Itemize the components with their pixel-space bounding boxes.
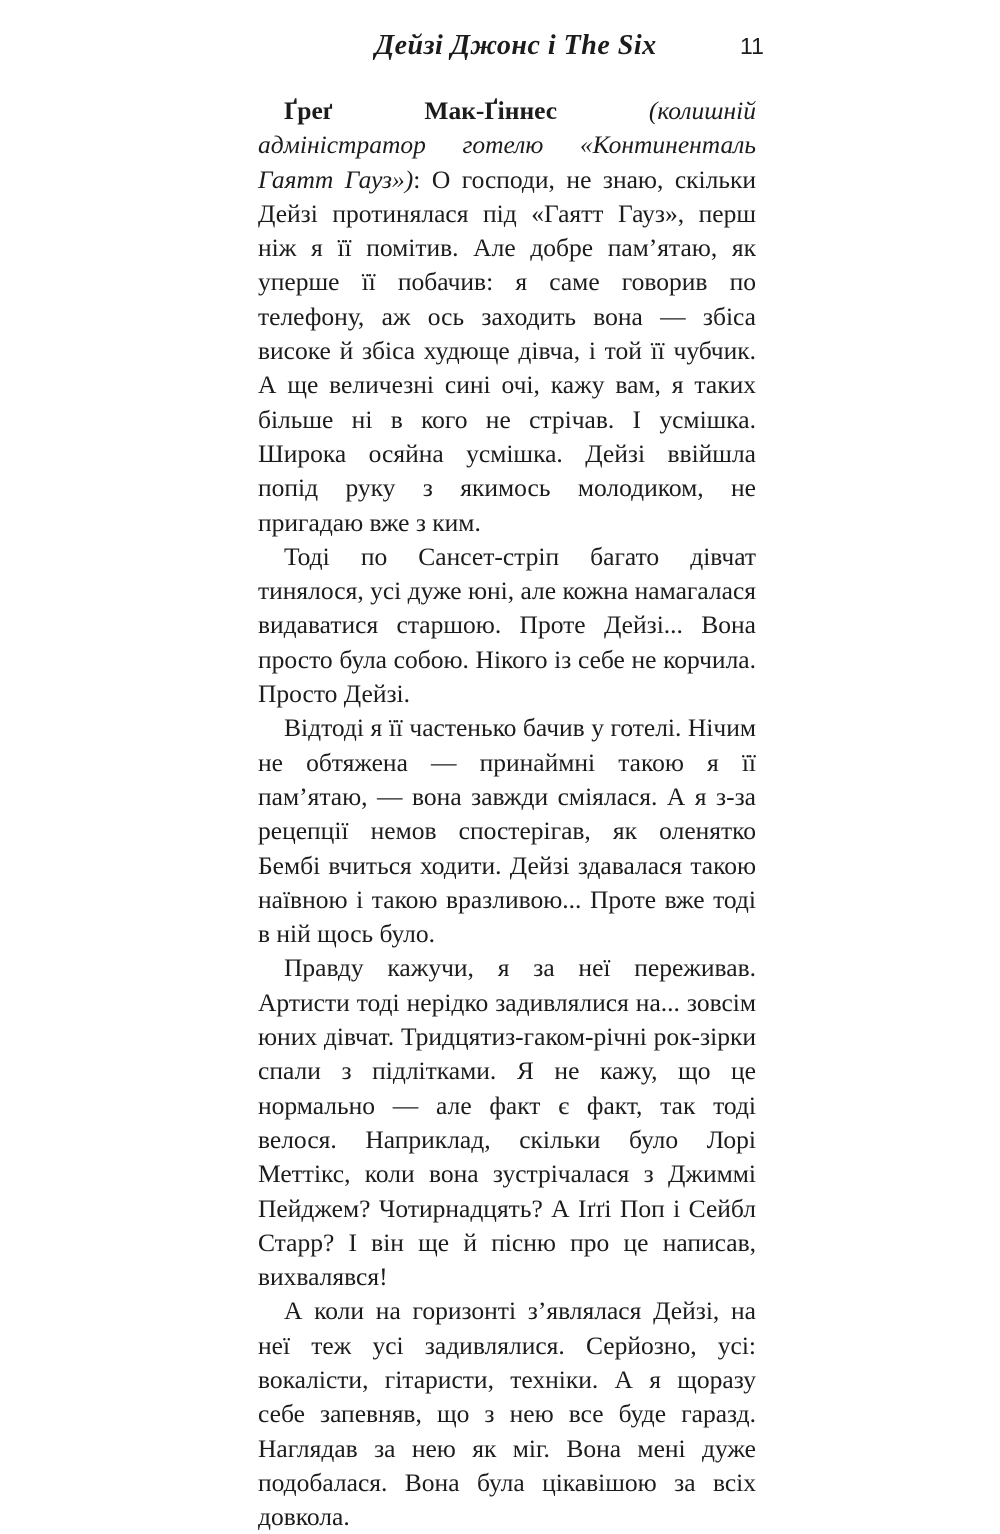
- page-number: 11: [740, 33, 764, 59]
- paragraph-1: [258, 94, 756, 540]
- paragraph-5: А коли на горизонті з’являлася Дейзі, на неї теж усі задивлялися. Серйозно, усі: вокалісти, гітаристи, техніки. А я щоразу себе запевняв, що з нею все буде гаразд. Наглядав за нею як міг. Вона мені дуже подобалася. Вона була цікавішою за всіх довкола.: [258, 1296, 756, 1532]
- speaker-role: (колишній адміністратор готелю «Континенталь Гаятт Гауз»): [258, 96, 756, 194]
- paragraph-2: Тоді по Сансет-стріп багато дівчат тинялося, усі дуже юні, але кожна намагалася видаватися старшою. Проте Дейзі... Вона просто була собою. Нікого із себе не корчила. Просто Дейзі.: [258, 541, 756, 709]
- paragraph-1-text: : О господи, не знаю, скільки Дейзі протинялася під «Гаятт Гауз», перш ніж я її помітив. Але добре пам’ятаю, як уперше її побачив: я саме говорив по телефону, аж ось заходить вона — збіса високе й збіса худюще дівча, і той її чубчик. А ще величезні сині очі, кажу вам, я таких більше ні в кого не стрічав. І усмішка. Широка осяйна усмішка. Дейзі ввійшла попід руку з якимось молодиком, не пригадаю вже з ким.: [258, 164, 757, 537]
- page-header: [0, 22, 1000, 72]
- speaker-name: Ґреґ Мак-Ґіннес: [284, 96, 558, 125]
- body-text: [258, 94, 756, 1534]
- paragraph-3: Відтоді я її частенько бачив у готелі. Нічим не обтяжена — принаймні такою я її пам’ятаю, — вона завжди сміялася. А я з-за рецепції немов спостерігав, як оленятко Бембі вчиться ходити. Дейзі здавалася такою наївною і такою вразливою... Проте вже тоді в ній щось було.: [258, 713, 756, 949]
- paragraph-4: Правду кажучи, я за неї переживав. Артисти тоді нерідко задивлялися на... зовсім юних дівчат. Тридцятиз-гаком-річні рок-зірки спали з підлітками. Я не кажу, що це нормально — але факт є факт, так тоді велося. Наприклад, скільки було Лорі Меттікс, коли вона зустрічалася з Джиммі Пейджем? Чотирнадцять? А Іґґі Поп і Сейбл Старр? І він ще й пісню про це написав, вихвалявся!: [258, 953, 756, 1292]
- running-title: Дейзі Джонс і The Six: [375, 30, 657, 61]
